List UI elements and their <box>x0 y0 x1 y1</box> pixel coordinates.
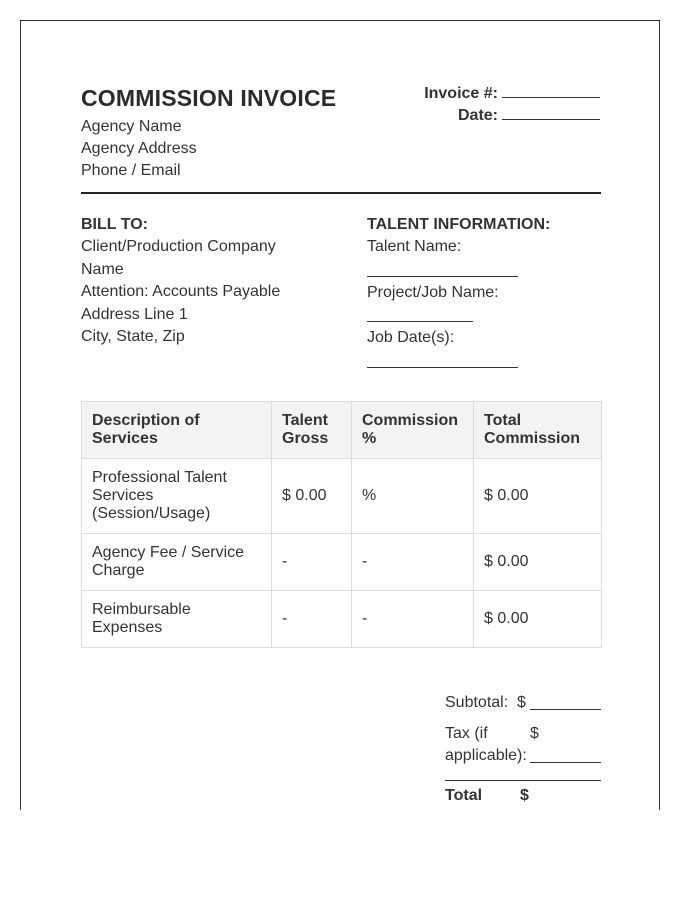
invoice-title: COMMISSION INVOICE <box>81 85 337 111</box>
cell-description: Professional Talent Services (Session/Usage) <box>82 459 272 534</box>
agency-name: Agency Name <box>81 118 182 135</box>
table-row <box>82 591 602 648</box>
talent-name-label: Talent Name: <box>367 238 462 256</box>
tax-row <box>445 723 601 767</box>
table-row <box>82 534 602 591</box>
project-name-blank <box>367 304 473 322</box>
header-divider <box>81 192 601 194</box>
invoice-number-row <box>424 83 600 105</box>
subtotal-label: Subtotal: <box>445 694 509 711</box>
col-header-total-commission: Total Commission <box>474 402 602 459</box>
bill-to-client: Client/Production Company Name <box>81 238 276 278</box>
table-row <box>82 459 602 534</box>
totals-divider <box>445 780 601 781</box>
col-header-talent-gross: Talent Gross <box>272 402 352 459</box>
talent-info-section <box>367 214 601 373</box>
total-label: Total <box>445 787 483 804</box>
invoice-date-label: Date: <box>457 107 498 124</box>
cell-talent-gross: $ 0.00 <box>272 459 352 534</box>
subtotal-currency: $ <box>517 694 526 711</box>
invoice-number-label: Invoice #: <box>424 85 498 102</box>
bill-to-attention: Attention: Accounts Payable <box>81 283 281 301</box>
cell-commission-percent: % <box>352 459 474 534</box>
tax-currency: $ <box>530 725 539 742</box>
job-dates-blank <box>367 350 518 368</box>
totals-section <box>445 692 601 807</box>
col-header-commission-percent: Commission % <box>352 402 474 459</box>
cell-total-commission: $ 0.00 <box>474 459 602 534</box>
invoice-number-blank <box>502 83 600 98</box>
bill-to-section <box>81 214 296 348</box>
invoice-date-blank <box>502 105 600 120</box>
total-currency: $ <box>520 787 529 804</box>
agency-address: Agency Address <box>81 140 197 157</box>
talent-name-blank <box>367 259 518 277</box>
tax-label: Tax (if applicable): <box>445 725 527 764</box>
bill-to-heading: BILL TO: <box>81 216 148 233</box>
col-header-description: Description of Services <box>82 402 272 459</box>
invoice-meta <box>424 83 600 127</box>
cell-description: Reimbursable Expenses <box>82 591 272 648</box>
cell-talent-gross: - <box>272 591 352 648</box>
services-table <box>81 401 602 648</box>
agency-info <box>81 116 197 182</box>
total-row <box>445 785 601 807</box>
subtotal-row <box>445 692 601 714</box>
cell-total-commission: $ 0.00 <box>474 534 602 591</box>
cell-total-commission: $ 0.00 <box>474 591 602 648</box>
bill-to-city-state-zip: City, State, Zip <box>81 328 185 346</box>
agency-contact: Phone / Email <box>81 162 181 179</box>
cell-description: Agency Fee / Service Charge <box>82 534 272 591</box>
cell-talent-gross: - <box>272 534 352 591</box>
bill-to-address: Address Line 1 <box>81 305 188 323</box>
tax-blank <box>530 762 601 763</box>
talent-info-heading: TALENT INFORMATION: <box>367 216 551 233</box>
project-name-label: Project/Job Name: <box>367 283 499 301</box>
invoice-date-row <box>424 105 600 127</box>
cell-commission-percent: - <box>352 534 474 591</box>
cell-commission-percent: - <box>352 591 474 648</box>
subtotal-blank <box>530 709 601 710</box>
job-dates-label: Job Date(s): <box>367 329 455 347</box>
table-header-row <box>82 402 602 459</box>
invoice-page <box>20 20 660 810</box>
